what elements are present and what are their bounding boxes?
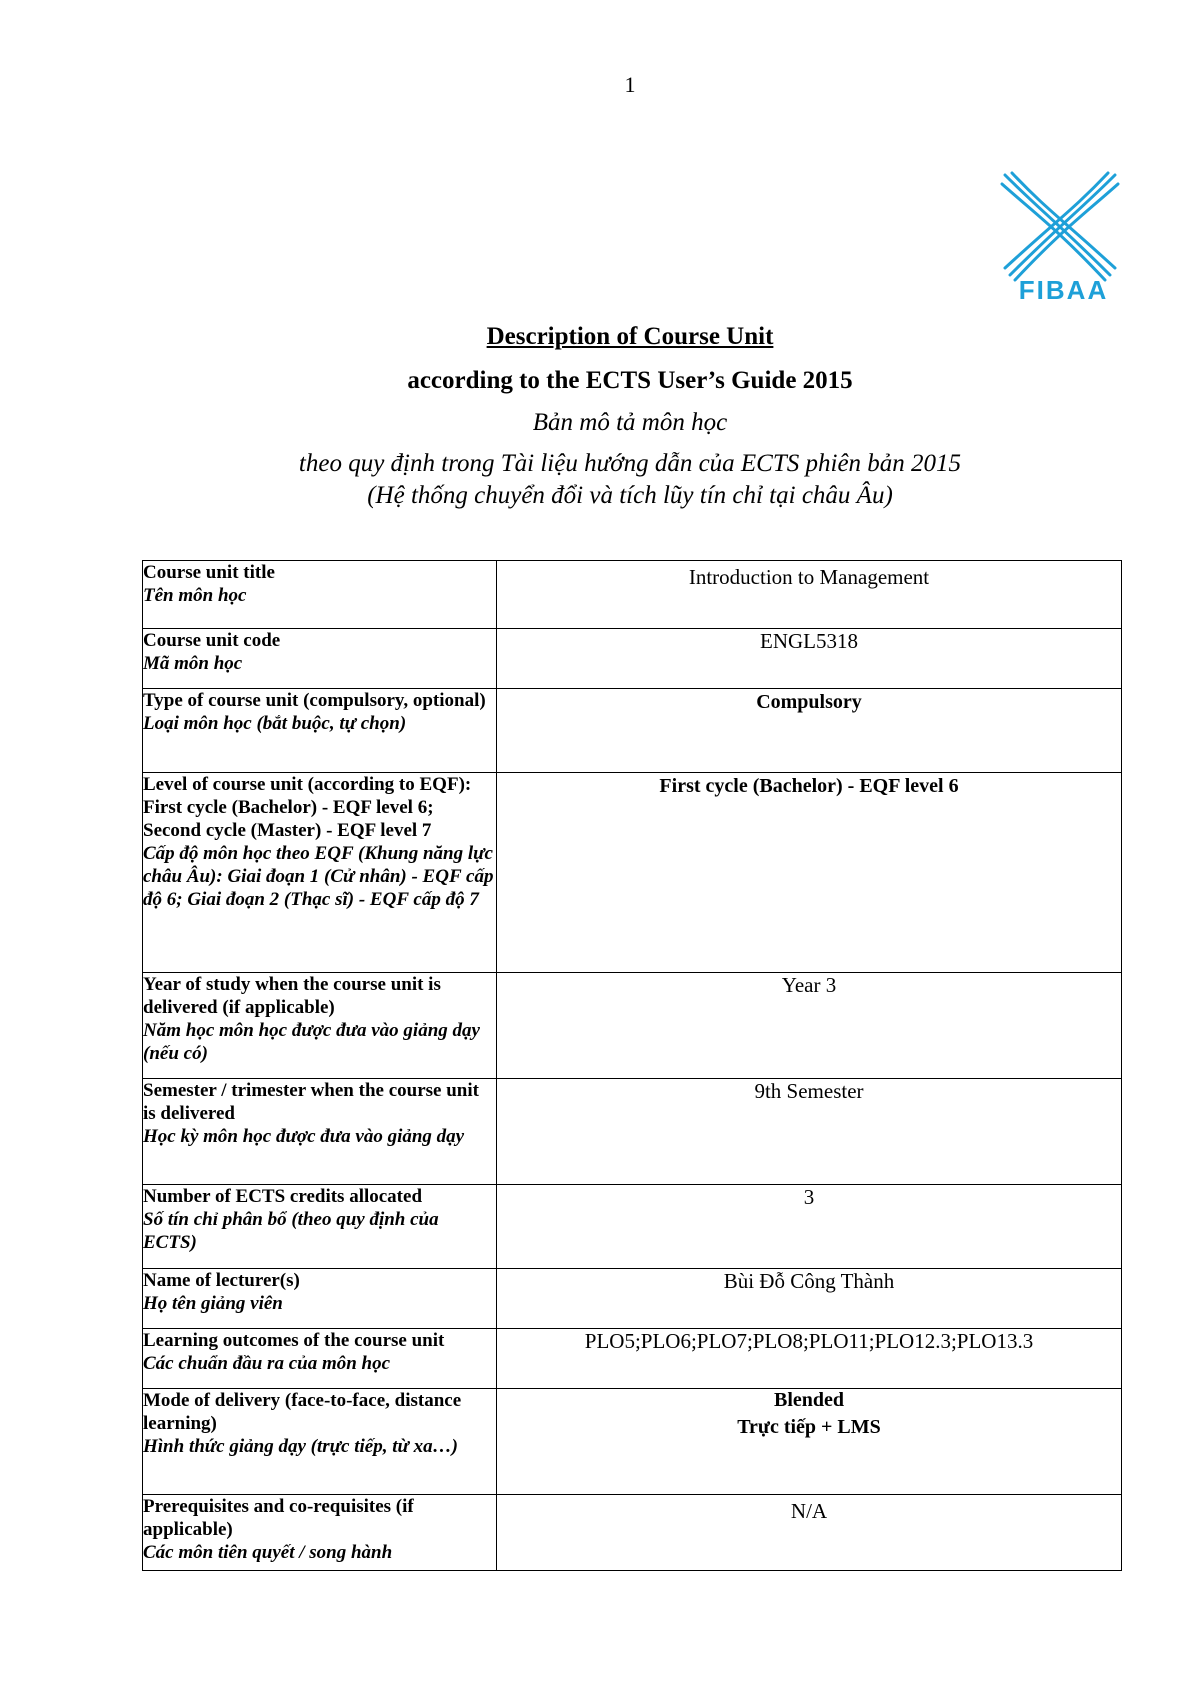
label-en: Course unit title (143, 562, 275, 583)
row-value: Bùi Đỗ Công Thành (497, 1269, 1122, 1329)
label-vi: Năm học môn học được đưa vào giảng dạy (nếu có) (143, 1020, 480, 1064)
row-label (143, 561, 497, 629)
row-label (143, 1389, 497, 1495)
row-value: Introduction to Management (497, 561, 1122, 629)
row-value: 3 (497, 1185, 1122, 1269)
row-label (143, 1185, 497, 1269)
row-label (143, 1079, 497, 1185)
table-row (143, 689, 1122, 773)
row-label (143, 689, 497, 773)
document-header (0, 318, 1200, 512)
row-value: Year 3 (497, 973, 1122, 1079)
label-vi: Tên môn học (143, 585, 247, 606)
label-en: Level of course unit (according to EQF): First cycle (Bachelor) - EQF level 6; Second cycle (Master) - EQF level 7 (143, 774, 472, 841)
row-value (497, 773, 1122, 973)
label-vi: Học kỳ môn học được đưa vào giảng dạy (143, 1126, 465, 1147)
table-row (143, 1185, 1122, 1269)
document-subtitle-vi-1: theo quy định trong Tài liệu hướng dẫn của ECTS phiên bản 2015 (298, 450, 962, 477)
label-vi: Họ tên giảng viên (143, 1293, 283, 1314)
label-en: Year of study when the course unit is delivered (if applicable) (143, 974, 441, 1018)
table-row (143, 561, 1122, 629)
table-row (143, 1079, 1122, 1185)
table-row (143, 1389, 1122, 1495)
label-vi: Các chuẩn đầu ra của môn học (143, 1353, 391, 1374)
label-vi: Các môn tiên quyết / song hành (143, 1542, 393, 1563)
label-en: Name of lecturer(s) (143, 1270, 300, 1291)
row-value (497, 689, 1122, 773)
document-subtitle: according to the ECTS User’s Guide 2015 (407, 367, 853, 394)
row-label (143, 1329, 497, 1389)
row-value: 9th Semester (497, 1079, 1122, 1185)
table-row (143, 1329, 1122, 1389)
row-value (497, 1389, 1122, 1495)
course-unit-table (142, 560, 1122, 1571)
table-row (143, 1495, 1122, 1571)
table-row (143, 973, 1122, 1079)
document-subtitle-vi-2: (Hệ thống chuyển đổi và tích lũy tín chỉ tại châu Âu) (367, 482, 893, 509)
label-en: Mode of delivery (face-to-face, distance learning) (143, 1390, 462, 1434)
table-row (143, 1269, 1122, 1329)
row-value: N/A (497, 1495, 1122, 1571)
row-label (143, 629, 497, 689)
document-title: Description of Course Unit (486, 323, 774, 350)
label-vi: Cấp độ môn học theo EQF (Khung năng lực châu Âu): Giai đoạn 1 (Cử nhân) - EQF cấp độ 6; Giai đoạn 2 (Thạc sĩ) - EQF cấp độ 7 (143, 843, 494, 910)
label-vi: Mã môn học (143, 653, 243, 674)
value-text: Trực tiếp + LMS (737, 1416, 881, 1438)
label-en: Learning outcomes of the course unit (143, 1330, 445, 1351)
label-vi: Số tín chỉ phân bổ (theo quy định của ECTS) (143, 1209, 439, 1253)
label-en: Type of course unit (compulsory, optional) (143, 690, 486, 711)
table-row (143, 773, 1122, 973)
value-text: Blended (773, 1389, 845, 1411)
label-vi: Hình thức giảng dạy (trực tiếp, từ xa…) (143, 1436, 458, 1457)
page-number: 1 (624, 72, 636, 97)
document-title-vi: Bản mô tả môn học (532, 409, 728, 436)
row-value: ENGL5318 (497, 629, 1122, 689)
row-label (143, 773, 497, 973)
label-vi: Loại môn học (bắt buộc, tự chọn) (143, 713, 407, 734)
fibaa-logo-text: FIBAA (1018, 275, 1109, 305)
label-en: Number of ECTS credits allocated (143, 1186, 423, 1207)
value-text: Compulsory (756, 691, 862, 713)
row-value: PLO5;PLO6;PLO7;PLO8;PLO11;PLO12.3;PLO13.3 (497, 1329, 1122, 1389)
value-text: First cycle (Bachelor) - EQF level 6 (659, 775, 959, 797)
row-label (143, 973, 497, 1079)
label-en: Course unit code (143, 630, 281, 651)
row-label (143, 1495, 497, 1571)
row-label (143, 1269, 497, 1329)
label-en: Semester / trimester when the course unit is delivered (143, 1080, 479, 1124)
table-row (143, 629, 1122, 689)
label-en: Prerequisites and co-requisites (if applicable) (143, 1496, 414, 1540)
